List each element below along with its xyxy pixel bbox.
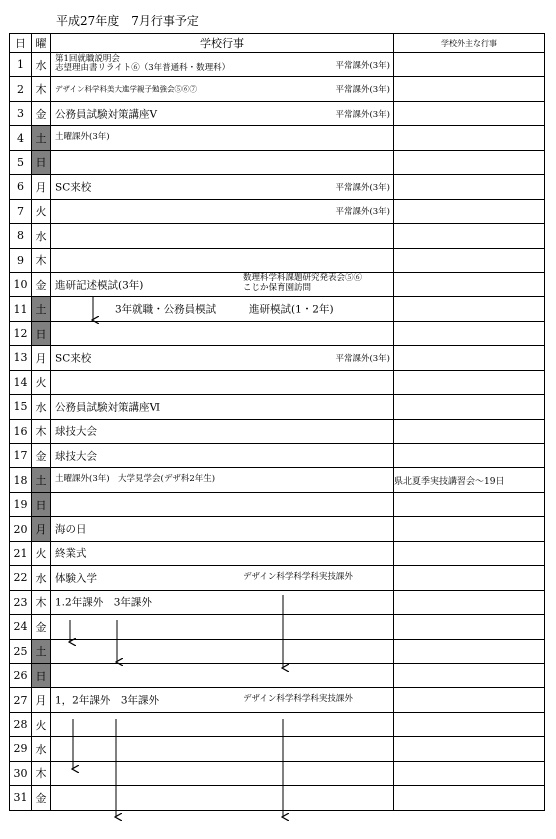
table-row [10,517,545,541]
school-event-cell [51,541,394,565]
outside-event-cell [394,321,545,345]
header-row [10,34,545,53]
school-event-cell [51,126,394,150]
day-cell: 10 [10,272,32,296]
table-row [10,786,545,810]
day-cell: 12 [10,321,32,345]
regular-extra-class: 平常課外(3年) [335,353,390,364]
weekday-cell: 火 [32,370,51,394]
school-event-cell [51,517,394,541]
event-text: デザイン科学科学科実技課外 [243,694,353,705]
table-row [10,150,545,174]
day-cell: 26 [10,663,32,687]
event-text: デザイン科学科学科実技課外 [243,572,353,583]
table-row [10,419,545,443]
day-cell: 19 [10,492,32,516]
event-text: 海の日 [55,523,87,536]
table-row [10,492,545,516]
weekday-cell: 土 [32,468,51,492]
day-cell: 13 [10,346,32,370]
weekday-cell: 月 [32,175,51,199]
school-event-cell [51,77,394,101]
table-row [10,77,545,101]
regular-extra-class: 平常課外(3年) [335,85,390,96]
school-event-cell [51,639,394,663]
event-line: 志望理由書リライト⑥（3年普通科・数理科） [55,63,231,74]
school-event-cell [51,444,394,468]
weekday-cell: 木 [32,77,51,101]
event-text: 公務員試験対策講座Ⅴ [55,108,158,121]
school-event-cell [51,590,394,614]
school-event-cell [51,199,394,223]
table-row [10,737,545,761]
outside-event-cell [394,101,545,125]
table-row [10,590,545,614]
table-row [10,199,545,223]
outside-event-cell [394,468,545,492]
regular-extra-class: 平常課外(3年) [335,60,390,71]
day-cell: 25 [10,639,32,663]
outside-event-cell [394,419,545,443]
weekday-cell: 日 [32,663,51,687]
header-day: 日 [10,34,32,53]
weekday-cell: 火 [32,712,51,736]
weekday-cell: 水 [32,737,51,761]
weekday-cell: 火 [32,199,51,223]
weekday-cell: 金 [32,444,51,468]
outside-event-cell [394,370,545,394]
table-row [10,615,545,639]
table-row [10,321,545,345]
event-text: 終業式 [55,547,87,560]
day-cell: 29 [10,737,32,761]
weekday-cell: 土 [32,639,51,663]
outside-event-cell [394,786,545,810]
table-row [10,126,545,150]
outside-event-cell [394,297,545,321]
outside-event-cell [394,444,545,468]
day-cell: 17 [10,444,32,468]
day-cell: 16 [10,419,32,443]
outside-event-cell [394,663,545,687]
day-cell: 11 [10,297,32,321]
outside-event-cell [394,53,545,77]
table-row [10,53,545,77]
table-row [10,101,545,125]
day-cell: 18 [10,468,32,492]
school-event-cell [51,346,394,370]
weekday-cell: 木 [32,248,51,272]
school-event-cell [51,492,394,516]
weekday-cell: 水 [32,395,51,419]
outside-event-cell [394,248,545,272]
weekday-cell: 月 [32,346,51,370]
weekday-cell: 木 [32,590,51,614]
school-event-cell [51,175,394,199]
school-event-cell [51,419,394,443]
day-cell: 22 [10,566,32,590]
day-cell: 6 [10,175,32,199]
outside-event-text: 県北夏季実技講習会～19日 [394,476,505,487]
day-cell: 30 [10,761,32,785]
weekday-cell: 水 [32,224,51,248]
outside-event-cell [394,175,545,199]
event-text [243,274,362,294]
school-event-cell [51,615,394,639]
day-cell: 15 [10,395,32,419]
table-row [10,346,545,370]
day-cell: 5 [10,150,32,174]
day-cell: 27 [10,688,32,712]
event-text: 球技大会 [55,425,97,438]
outside-event-cell [394,688,545,712]
event-text: 土曜課外(3年) 大学見学会(デザ科2年生) [55,474,216,485]
weekday-cell: 金 [32,786,51,810]
table-row [10,370,545,394]
weekday-cell: 土 [32,126,51,150]
school-event-cell [51,737,394,761]
weekday-cell: 土 [32,297,51,321]
outside-event-cell [394,566,545,590]
outside-event-cell [394,199,545,223]
day-cell: 21 [10,541,32,565]
school-event-cell [51,297,394,321]
school-event-cell [51,53,394,77]
school-event-cell [51,688,394,712]
outside-event-cell [394,346,545,370]
day-cell: 4 [10,126,32,150]
weekday-cell: 日 [32,321,51,345]
day-cell: 20 [10,517,32,541]
weekday-cell: 火 [32,541,51,565]
day-cell: 1 [10,53,32,77]
weekday-cell: 金 [32,272,51,296]
header-weekday: 曜 [32,34,51,53]
weekday-cell: 木 [32,419,51,443]
event-text: 土曜課外(3年) [55,132,110,143]
event-text: 1，2年課外 3年課外 [55,694,160,707]
day-cell: 24 [10,615,32,639]
table-row [10,761,545,785]
outside-event-cell [394,77,545,101]
weekday-cell: 水 [32,53,51,77]
event-text: デザイン科学科美大進学親子勉強会⑤⑥⑦ [55,84,197,94]
school-event-cell [51,468,394,492]
event-text: 体験入学 [55,572,97,585]
weekday-cell: 金 [32,101,51,125]
outside-event-cell [394,541,545,565]
day-cell: 8 [10,224,32,248]
header-outside: 学校外主な行事 [394,34,545,53]
event-text [55,55,230,75]
outside-event-cell [394,590,545,614]
outside-event-cell [394,492,545,516]
school-event-cell [51,395,394,419]
table-row [10,639,545,663]
day-cell: 23 [10,590,32,614]
event-line: 数理科学科課題研究発表会⑤⑥ [243,272,363,283]
outside-event-cell [394,761,545,785]
table-row [10,248,545,272]
day-cell: 9 [10,248,32,272]
table-row [10,224,545,248]
table-row [10,688,545,712]
event-text: 球技大会 [55,450,97,463]
table-row [10,444,545,468]
school-event-cell [51,761,394,785]
table-row [10,468,545,492]
event-text: 進研模試(1・2年) [249,303,334,316]
outside-event-cell [394,126,545,150]
table-row [10,297,545,321]
day-cell: 3 [10,101,32,125]
school-event-cell [51,712,394,736]
table-row [10,566,545,590]
outside-event-cell [394,615,545,639]
outside-event-cell [394,737,545,761]
outside-event-cell [394,272,545,296]
event-text: 進研記述模試(3年) [55,279,144,292]
school-event-cell [51,150,394,174]
outside-event-cell [394,517,545,541]
school-event-cell [51,566,394,590]
table-row [10,175,545,199]
school-event-cell [51,370,394,394]
school-event-cell [51,786,394,810]
weekday-cell: 金 [32,615,51,639]
school-event-cell [51,248,394,272]
day-cell: 28 [10,712,32,736]
outside-event-cell [394,150,545,174]
weekday-cell: 木 [32,761,51,785]
outside-event-cell [394,395,545,419]
school-event-cell [51,663,394,687]
weekday-cell: 日 [32,492,51,516]
regular-extra-class: 平常課外(3年) [335,207,390,218]
table-row [10,663,545,687]
event-line: 第1回就職説明会 [55,53,120,64]
school-event-cell [51,272,394,296]
regular-extra-class: 平常課外(3年) [335,109,390,120]
page-title: 平成27年度 7月行事予定 [56,14,199,28]
day-cell: 31 [10,786,32,810]
outside-event-cell [394,712,545,736]
day-cell: 2 [10,77,32,101]
day-cell: 7 [10,199,32,223]
table-row [10,272,545,296]
weekday-cell: 水 [32,566,51,590]
outside-event-cell [394,639,545,663]
outside-event-cell [394,224,545,248]
event-text: 1.2年課外 3年課外 [55,596,152,609]
weekday-cell: 月 [32,517,51,541]
school-event-cell [51,101,394,125]
event-text: 3年就職・公務員模試 [115,303,217,316]
school-event-cell [51,224,394,248]
day-cell: 14 [10,370,32,394]
weekday-cell: 日 [32,150,51,174]
event-line: こじか保育園訪問 [243,282,312,293]
table-row [10,541,545,565]
table-row [10,395,545,419]
event-text: 公務員試験対策講座Ⅵ [55,401,161,414]
schedule-table [9,33,545,811]
event-text: SC来校 [55,181,92,194]
table-row [10,712,545,736]
event-text: SC来校 [55,352,92,365]
regular-extra-class: 平常課外(3年) [335,182,390,193]
school-event-cell [51,321,394,345]
header-events: 学校行事 [51,34,394,53]
weekday-cell: 月 [32,688,51,712]
